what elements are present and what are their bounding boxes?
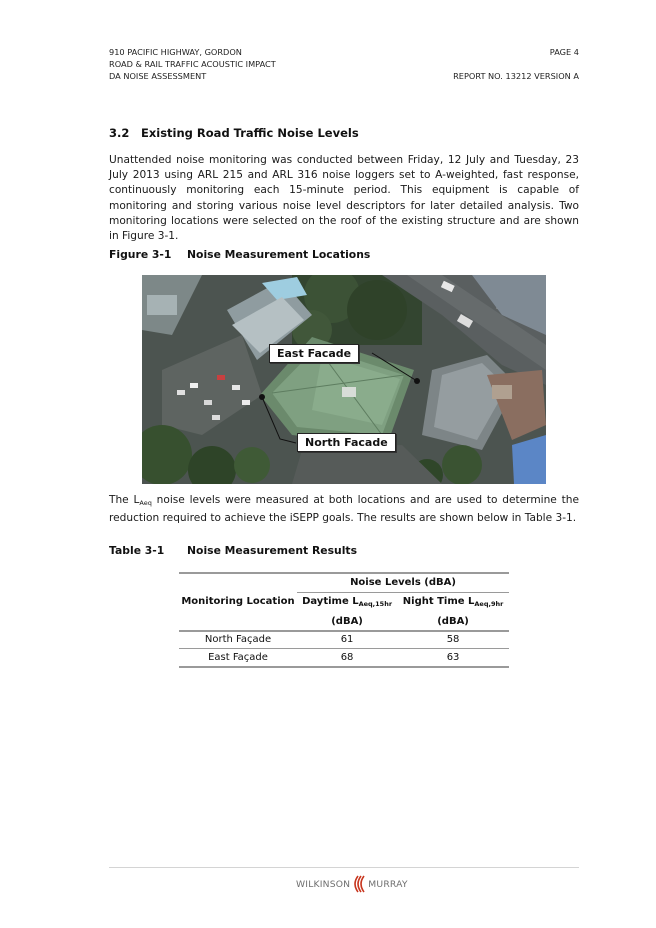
daytime-label: Daytime L	[302, 595, 359, 607]
table-title: Noise Measurement Results	[187, 544, 357, 557]
footer-divider	[109, 867, 579, 868]
column-header-location: Monitoring Location	[179, 573, 297, 631]
paragraph-text-start: The L	[109, 494, 140, 506]
company-logo	[296, 875, 408, 893]
cell-night: 58	[397, 631, 509, 649]
header-assessment: DA NOISE ASSESSMENT	[109, 71, 207, 81]
column-group-header: Noise Levels (dBA)	[297, 573, 509, 592]
east-facade-label: East Facade	[269, 344, 359, 363]
logo-arcs-icon	[351, 875, 367, 893]
table-label: Table 3-1	[109, 544, 165, 557]
cell-location: North Façade	[179, 631, 297, 649]
column-header-daytime	[297, 592, 397, 631]
header-report-number: REPORT NO. 13212 VERSION A	[453, 71, 579, 81]
table-row	[179, 649, 509, 667]
header-report-type: ROAD & RAIL TRAFFIC ACOUSTIC IMPACT	[109, 59, 276, 69]
paragraph-subscript: Aeq	[139, 499, 152, 507]
night-label: Night Time L	[402, 595, 475, 607]
paragraph-text-end: noise levels were measured at both locations and are used to determine the reduction required to achieve the iSEPP goals. The results are shown below in Table 3-1.	[109, 494, 579, 525]
night-unit: (dBA)	[437, 615, 469, 627]
cell-daytime: 61	[297, 631, 397, 649]
north-facade-label: North Facade	[297, 433, 396, 452]
table-row	[179, 631, 509, 649]
results-table	[179, 572, 509, 668]
daytime-unit: (dBA)	[331, 615, 363, 627]
results-paragraph	[109, 493, 579, 526]
cell-daytime: 68	[297, 649, 397, 667]
logo-text-right: MURRAY	[368, 878, 408, 890]
table-caption	[109, 544, 357, 557]
header-project: 910 PACIFIC HIGHWAY, GORDON	[109, 47, 242, 57]
aerial-photo	[142, 275, 546, 484]
logo-text-left: WILKINSON	[296, 878, 351, 890]
section-number: 3.2	[109, 126, 130, 140]
cell-location: East Façade	[179, 649, 297, 667]
daytime-subscript: Aeq,15hr	[358, 599, 393, 608]
section-heading	[109, 126, 359, 140]
figure-label: Figure 3-1	[109, 248, 172, 261]
header-page-number: PAGE 4	[549, 47, 579, 57]
intro-paragraph: Unattended noise monitoring was conducted between Friday, 12 July and Tuesday, 23 July 2013 using ARL 215 and ARL 316 noise loggers set to A-weighted, fast response, continuously monitoring each 15-minute period. This equipment is capable of monitoring and storing various noise level descriptors for later detailed analysis. Two monitoring locations were selected on the roof of the existing structure and are shown in Figure 3-1.	[109, 154, 579, 243]
page-header	[109, 46, 579, 82]
column-header-night	[397, 592, 509, 631]
cell-night: 63	[397, 649, 509, 667]
section-title: Existing Road Traffic Noise Levels	[141, 126, 359, 140]
figure-caption	[109, 248, 370, 261]
figure-title: Noise Measurement Locations	[187, 248, 371, 261]
night-subscript: Aeq,9hr	[474, 599, 504, 608]
